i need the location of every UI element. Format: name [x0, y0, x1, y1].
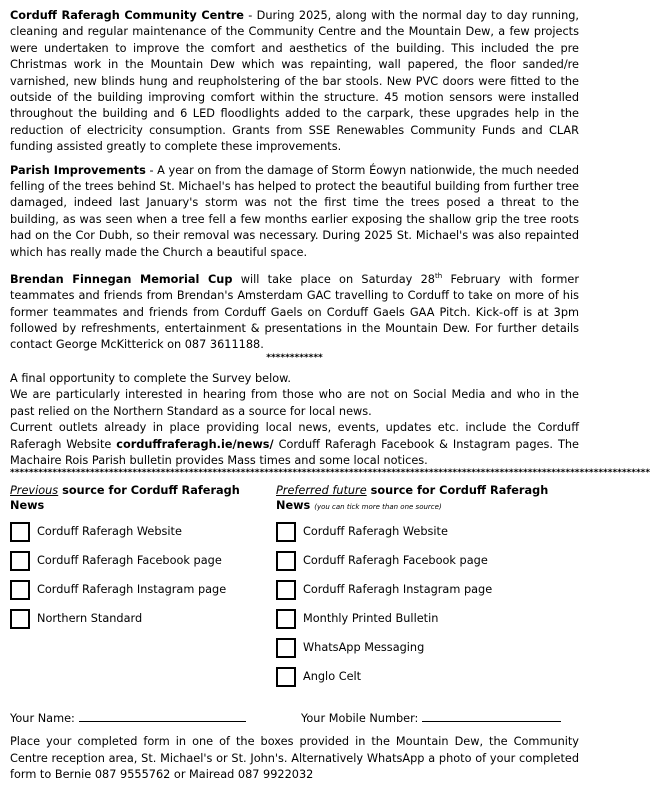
checkbox[interactable]: [10, 609, 30, 629]
checkbox[interactable]: [276, 580, 296, 600]
preferred-option: [276, 575, 576, 604]
tick-note: (you can tick more than one source): [314, 503, 442, 512]
previous-heading-rest: source for Corduff Raferagh News: [10, 484, 240, 513]
option-label: Corduff Raferagh Instagram page: [37, 583, 227, 597]
parish-improvements-heading: Parish Improvements: [10, 163, 146, 177]
option-label: Corduff Raferagh Facebook page: [37, 554, 222, 568]
option-label: Northern Standard: [37, 612, 143, 626]
option-label: Monthly Printed Bulletin: [303, 612, 439, 626]
option-label: Corduff Raferagh Website: [303, 525, 448, 539]
preferred-option: [276, 546, 576, 575]
memorial-cup-heading: Brendan Finnegan Memorial Cup: [10, 272, 233, 286]
preferred-source-column: [276, 483, 576, 691]
name-label: Your Name:: [10, 712, 75, 726]
memorial-cup-sup: th: [435, 272, 443, 281]
survey-intro-line3b: Corduff Raferagh Facebook & Instagram pages. The Machaire Rois Parish bulletin provides Mass times and some local notices.: [10, 437, 579, 467]
memorial-cup-text-a: will take place on Saturday 28: [232, 272, 435, 286]
survey-columns: [10, 483, 579, 691]
survey-intro-line3: [10, 420, 579, 469]
checkbox[interactable]: [276, 638, 296, 658]
preferred-option: [276, 604, 576, 633]
previous-option: [10, 604, 276, 633]
checkbox[interactable]: [276, 522, 296, 542]
checkbox[interactable]: [276, 667, 296, 687]
divider-long: ****************************************************************************************************************************************: [10, 468, 650, 479]
preferred-heading-rest: source for Corduff Raferagh News: [276, 484, 549, 513]
previous-option: [10, 517, 276, 546]
website-url: corduffraferagh.ie/news/: [116, 437, 274, 451]
option-label: Corduff Raferagh Facebook page: [303, 554, 488, 568]
survey-intro-line1: A final opportunity to complete the Survey below.: [10, 371, 291, 385]
previous-source-heading: [10, 483, 276, 517]
checkbox[interactable]: [276, 551, 296, 571]
checkbox[interactable]: [10, 522, 30, 542]
memorial-cup-paragraph: [10, 268, 579, 354]
divider-short: ************: [266, 352, 323, 363]
survey-intro-line2: We are particularly interested in hearing from those who are not on Social Media and who in the past relied on the Northern Standard as a source for local news.: [10, 388, 579, 418]
checkbox[interactable]: [276, 609, 296, 629]
option-label: Anglo Celt: [303, 670, 362, 684]
contact-fields: [10, 709, 579, 725]
previous-word: Previous: [10, 484, 59, 498]
preferred-option: [276, 633, 576, 662]
mobile-field: [301, 709, 561, 725]
previous-source-column: [10, 483, 276, 691]
parish-improvements-paragraph: [10, 163, 579, 261]
checkbox[interactable]: [10, 580, 30, 600]
community-centre-paragraph: [10, 8, 579, 156]
name-input-line[interactable]: [79, 709, 246, 722]
community-centre-text: - During 2025, along with the normal day to day running, cleaning and regular maintenance of the Community Centre and the Mountain Dew, a few projects were undertaken to improve the comfort and aesthetics of the building. This included the pre Christmas work in the Mountain Dew which was repainting, wall papered, the floor sanded/re varnished, new blinds hung and reupholstering of the bar stools. New PVC doors were fitted to the outside of the building improving comfort within the structure. 45 motion sensors were installed throughout the building and 6 LED floodlights added to the carpark, these upgrades help in the reduction of electricity consumption. Grants from SSE Renewables Community Funds and CLAR funding assisted greatly to complete these improvements.: [10, 9, 579, 154]
preferred-future-words: Preferred future: [276, 484, 367, 498]
return-instructions: Place your completed form in one of the boxes provided in the Mountain Dew, the Community Centre reception area, St. Michael's or St. John's. Alternatively WhatsApp a photo of your completed form to Bernie 087 9555762 or Mairead 087 9922032: [10, 735, 579, 782]
mobile-label: Your Mobile Number:: [301, 712, 419, 726]
option-label: WhatsApp Messaging: [303, 641, 425, 655]
parish-improvements-text: - A year on from the damage of Storm Éowyn nationwide, the much needed felling of the trees behind St. Michael's has helped to protect the beautiful building from further tree damaged, indeed last January's storm was not the first time the trees posed a threat to the building, as was seen when a tree fell a few months earlier exposing the shallow grip the tree roots had on the Cor Dubh, so their removal was necessary. During 2025 St. Michael's was also repainted which has really made the Church a beautiful space.: [10, 163, 579, 259]
previous-option: [10, 575, 276, 604]
memorial-cup-text-b: February with former teammates and friends from Brendan's Amsterdam GAC travelling to Corduff to take on more of his former teammates and friends from Corduff Gaels on Corduff Gaels GAA Pitch. Kick-off is at 3pm followed by refreshments, entertainment & presentations in the Mountain Dew. For further details contact George McKitterick on 087 3611188.: [10, 272, 580, 352]
previous-option: [10, 546, 276, 575]
mobile-input-line[interactable]: [422, 709, 561, 722]
option-label: Corduff Raferagh Website: [37, 525, 182, 539]
community-centre-heading: Corduff Raferagh Community Centre: [10, 9, 244, 22]
checkbox[interactable]: [10, 551, 30, 571]
name-field: [10, 709, 301, 725]
preferred-option: [276, 517, 576, 546]
option-label: Corduff Raferagh Instagram page: [303, 583, 493, 597]
survey-intro-line3a: Current outlets already in place providing local news, events, updates etc. include the Corduff Raferagh Website: [10, 421, 579, 451]
preferred-source-heading: [276, 483, 576, 517]
preferred-option: [276, 662, 576, 691]
